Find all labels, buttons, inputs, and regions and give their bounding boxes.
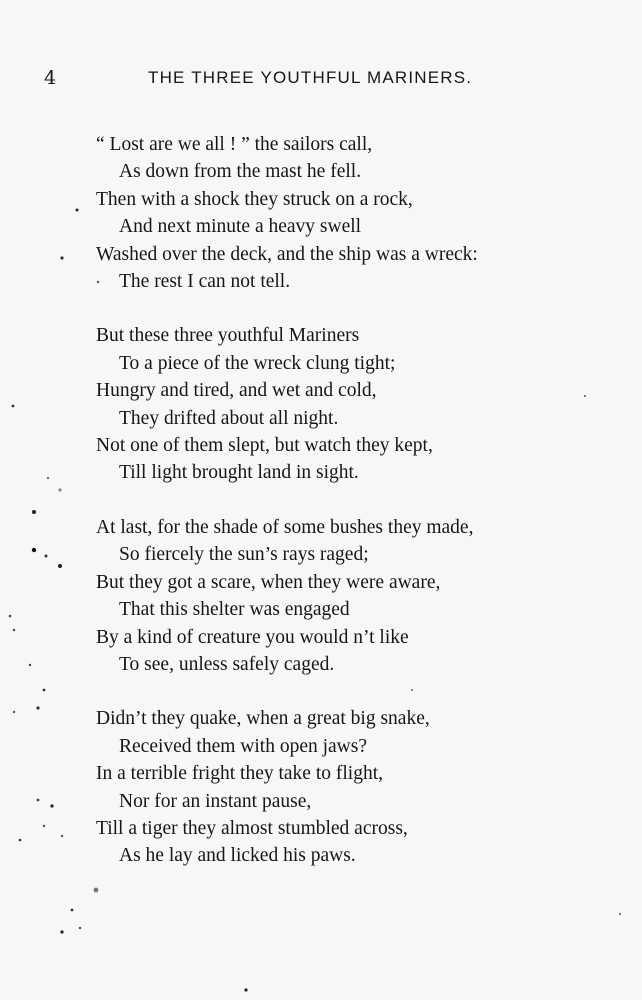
poem-line: In a terrible fright they take to flight, xyxy=(96,763,383,785)
poem-line: That this shelter was engaged xyxy=(119,599,350,621)
poem-line: Washed over the deck, and the ship was a wreck: xyxy=(96,243,478,265)
poem-body xyxy=(96,131,616,897)
poem-line: As he lay and licked his paws. xyxy=(119,845,356,867)
poem-line: Didn’t they quake, when a great big snake, xyxy=(96,708,430,730)
poem-line: The rest I can not tell. xyxy=(119,271,291,293)
stanza-4 xyxy=(96,705,616,869)
stanza-2 xyxy=(96,322,616,486)
poem-line: But they got a scare, when they were aware, xyxy=(96,571,441,593)
poem-line: And next minute a heavy swell xyxy=(119,216,362,238)
poem-line: Received them with open jaws? xyxy=(119,735,368,757)
poem-line: Then with a shock they struck on a rock, xyxy=(96,188,413,210)
poem-line: Not one of them slept, but watch they kept, xyxy=(96,435,433,457)
running-title: THE THREE YOUTHFUL MARINERS. xyxy=(148,68,473,87)
stanza-1 xyxy=(96,131,616,295)
poem-line: As down from the mast he fell. xyxy=(119,161,362,183)
poem-line: Till light brought land in sight. xyxy=(119,462,359,484)
poem-line: “ Lost are we all ! ” the sailors call, xyxy=(96,134,373,155)
stanza-3 xyxy=(96,514,616,678)
poem-line: Hungry and tired, and wet and cold, xyxy=(96,380,377,402)
poem-line: To see, unless safely caged. xyxy=(119,653,335,675)
poem-line: They drifted about all night. xyxy=(119,407,339,429)
poem-line: So fiercely the sun’s rays raged; xyxy=(119,544,369,566)
poem-line: Nor for an instant pause, xyxy=(119,790,312,812)
poem-line: To a piece of the wreck clung tight; xyxy=(119,352,396,374)
poem-line: Till a tiger they almost stumbled across, xyxy=(96,817,408,839)
poem-line: By a kind of creature you would n’t like xyxy=(96,626,409,648)
page-number: 4 xyxy=(44,67,57,89)
poem-line: At last, for the shade of some bushes they made, xyxy=(96,516,474,538)
poem-line: But these three youthful Mariners xyxy=(96,325,360,347)
